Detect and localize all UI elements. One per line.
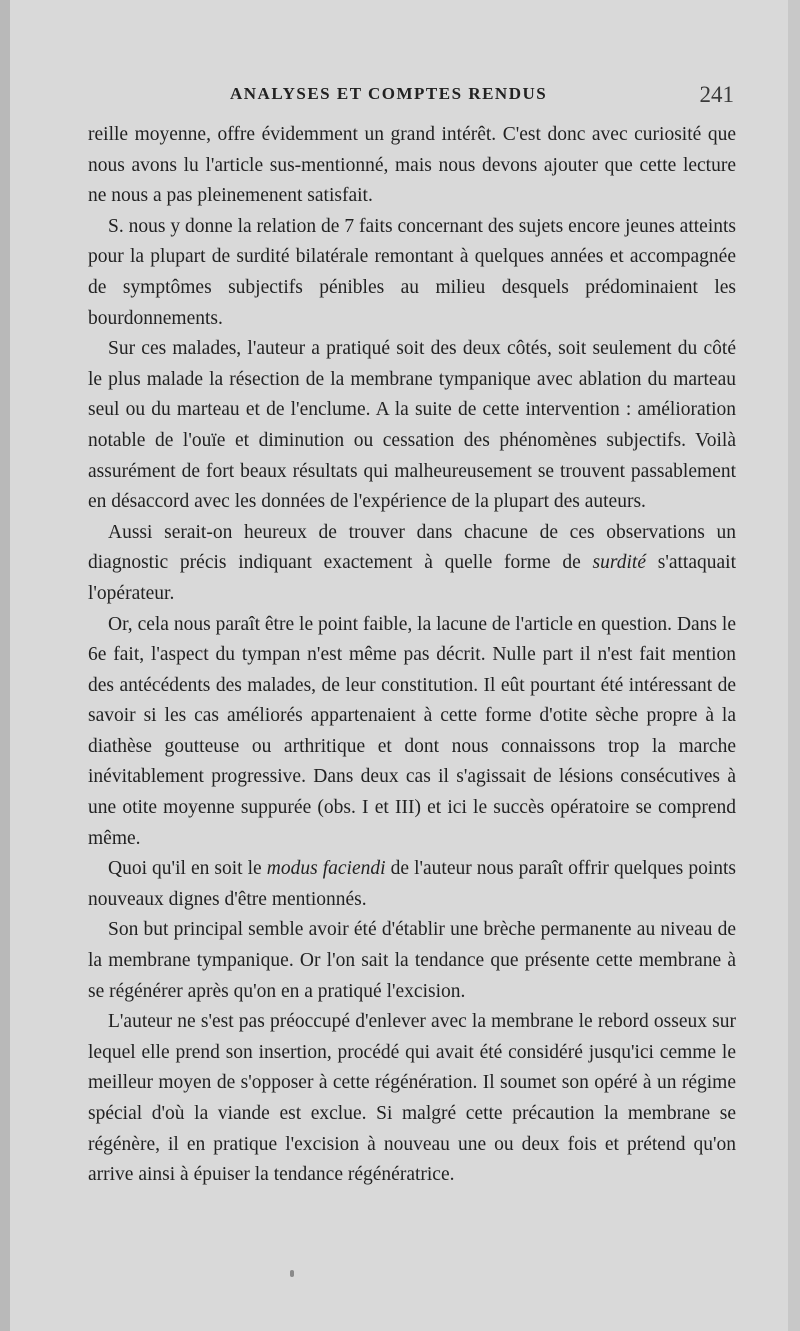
emphasis-text: surdité [592, 552, 646, 574]
paragraph: Son but principal semble avoir été d'établir une brèche permanente au niveau de la membrane tympanique. Or l'on sait la tendance que présente cette membrane à se régénérer après qu'on en a pratiqué l'excision. [88, 919, 736, 1002]
paragraph [88, 854, 736, 915]
scan-left-edge [0, 0, 10, 1331]
body-text [88, 120, 736, 1191]
paragraph: reille moyenne, offre évidemment un grand intérêt. C'est donc avec curiosité que nous avons lu l'article sus-mentionné, mais nous devons ajouter que cette lecture ne nous a pas pleinemenent satisfait. [88, 124, 736, 207]
emphasis-text: modus faciendi [266, 858, 386, 880]
paragraph: Sur ces malades, l'auteur a pratiqué soit des deux côtés, soit seulement du côté le plus malade la résection de la membrane tympanique avec ablation du marteau seul ou du marteau et de l'enclume. A la suite de cette intervention : amélioration notable de l'ouïe et diminution ou cessation des phénomènes subjectifs. Voilà assurément de fort beaux résultats qui malheureusement se trouvent passablement en désaccord avec les données de l'expérience de la plupart des auteurs. [88, 338, 736, 513]
page-number: 241 [699, 82, 734, 107]
paragraph: Or, cela nous paraît être le point faible, la lacune de l'article en question. Dans le 6e fait, l'aspect du tympan n'est même pas décrit. Nulle part il n'est fait mention des antécédents des malades, de leur constitution. Il eût pourtant été intéressant de savoir si les cas améliorés appartenaient à cette forme d'otite sèche propre à la diathèse goutteuse ou arthritique et dont nous connaissons trop la marche inévitablement progressive. Dans deux cas il s'agissait de lésions consécutives à une otite moyenne suppurée (obs. I et III) et ici le succès opératoire se comprend même. [88, 613, 736, 849]
paragraph-text: s'attaquait l'opérateur. [88, 552, 736, 604]
ink-speck [290, 1270, 294, 1277]
paragraph-text: Aussi serait-on heureux de trouver dans chacune de ces observations un diagnostic précis indiquant exactement à quelle forme de [88, 521, 736, 574]
running-header [86, 84, 742, 114]
paragraph-text: Quoi qu'il en soit le [108, 858, 267, 880]
paragraph: S. nous y donne la relation de 7 faits concernant des sujets encore jeunes atteints pour la plupart de surdité bilatérale remontant à quelques années et accompagnée de symptômes subjectifs pénibles au milieu desquels prédominaient les bourdonnements. [88, 215, 736, 329]
scan-right-edge [788, 0, 800, 1331]
running-title: ANALYSES ET COMPTES RENDUS [230, 84, 548, 103]
paragraph-text: de l'auteur nous paraît offrir quelques points nouveaux dignes d'être mentionnés. [88, 858, 736, 910]
paragraph [88, 518, 736, 610]
paragraph: L'auteur ne s'est pas préoccupé d'enlever avec la membrane le rebord osseux sur lequel elle prend son insertion, procédé qui avait été considéré jusqu'ici cemme le meilleur moyen de s'opposer à cette régénération. Il soumet son opéré à un régime spécial d'où la viande est exclue. Si malgré cette précaution la membrane se régénère, il en pratique l'excision à nouveau une ou deux fois et prétend qu'on arrive ainsi à épuiser la tendance régénératrice. [88, 1011, 736, 1186]
